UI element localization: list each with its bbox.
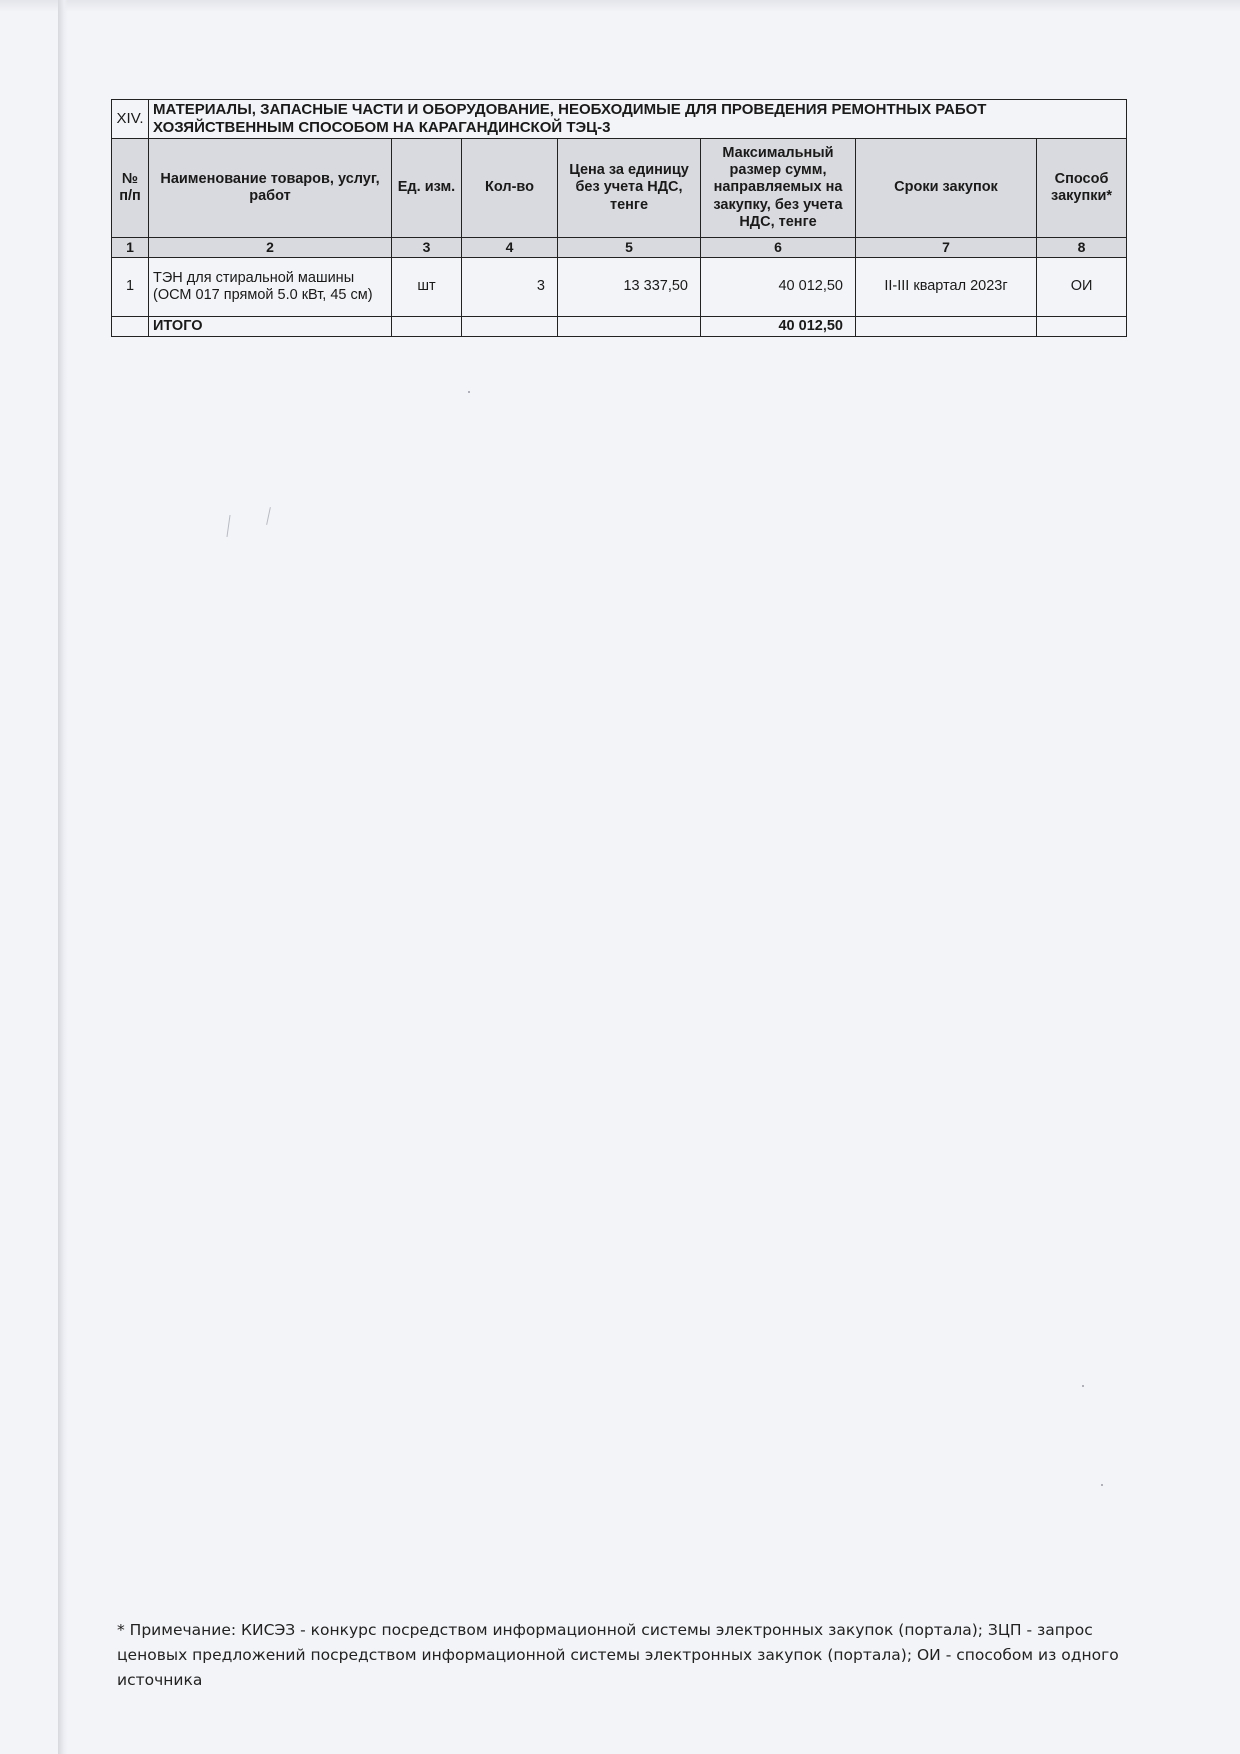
col-header-qty: Кол-во: [462, 139, 558, 238]
col-number: 8: [1037, 238, 1127, 258]
row-num: 1: [112, 258, 149, 317]
total-amount: 40 012,50: [701, 317, 856, 337]
total-empty: [1037, 317, 1127, 337]
scan-binding-edge: [58, 0, 68, 1754]
col-header-unit: Ед. изм.: [392, 139, 462, 238]
column-header-row: [112, 139, 1127, 238]
total-row: [112, 317, 1127, 337]
total-empty: [462, 317, 558, 337]
footnote: * Примечание: КИСЭЗ - конкурс посредством информационной системы электронных закупок (портала); ЗЦП - запрос ценовых предложений посредством информационной системы электронных закупок (портала); ОИ - способом из одного источника: [117, 1621, 1119, 1689]
col-number: 6: [701, 238, 856, 258]
col-header-name: Наименование товаров, услуг, работ: [149, 139, 392, 238]
scan-mark: [266, 507, 271, 525]
total-empty: [392, 317, 462, 337]
col-number: 4: [462, 238, 558, 258]
procurement-table: [111, 99, 1127, 337]
scan-top-shadow: [0, 0, 1240, 12]
row-period: II-III квартал 2023г: [856, 258, 1037, 317]
col-header-num: № п/п: [112, 139, 149, 238]
column-number-row: [112, 238, 1127, 258]
col-header-amount: Максимальный размер сумм, направляемых на закупку, без учета НДС, тенге: [701, 139, 856, 238]
total-empty: [856, 317, 1037, 337]
scan-speck: [1101, 1484, 1103, 1486]
total-label: ИТОГО: [149, 317, 392, 337]
scan-mark: [226, 515, 230, 537]
total-empty: [112, 317, 149, 337]
row-unit: шт: [392, 258, 462, 317]
table-row: [112, 258, 1127, 317]
row-amount: 40 012,50: [701, 258, 856, 317]
total-empty: [558, 317, 701, 337]
row-price: 13 337,50: [558, 258, 701, 317]
col-header-method: Способ закупки*: [1037, 139, 1127, 238]
row-name: ТЭН для стиральной машины (ОСМ 017 прямой 5.0 кВт, 45 см): [149, 258, 392, 317]
scan-speck: [1082, 1385, 1084, 1387]
col-header-price: Цена за единицу без учета НДС, тенге: [558, 139, 701, 238]
row-qty: 3: [462, 258, 558, 317]
col-number: 2: [149, 238, 392, 258]
section-number: XIV.: [112, 100, 149, 139]
scan-speck: [468, 391, 470, 393]
col-number: 5: [558, 238, 701, 258]
col-header-period: Сроки закупок: [856, 139, 1037, 238]
col-number: 1: [112, 238, 149, 258]
section-title-row: [112, 100, 1127, 139]
row-method: ОИ: [1037, 258, 1127, 317]
col-number: 7: [856, 238, 1037, 258]
col-number: 3: [392, 238, 462, 258]
section-title: МАТЕРИАЛЫ, ЗАПАСНЫЕ ЧАСТИ И ОБОРУДОВАНИЕ, НЕОБХОДИМЫЕ ДЛЯ ПРОВЕДЕНИЯ РЕМОНТНЫХ РАБОТ ХОЗЯЙСТВЕННЫМ СПОСОБОМ НА КАРАГАНДИНСКОЙ ТЭЦ-3: [149, 100, 1127, 139]
